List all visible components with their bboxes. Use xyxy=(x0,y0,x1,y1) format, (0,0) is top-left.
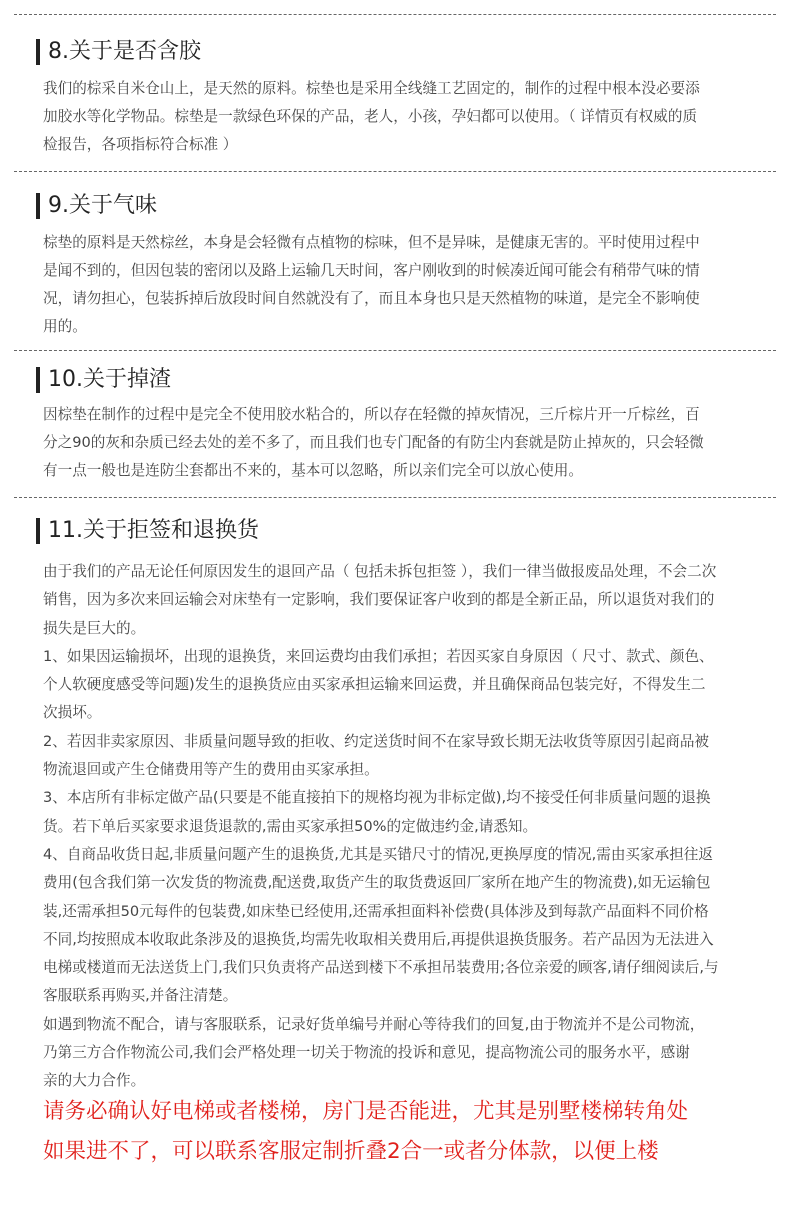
text-line: 检报告，各项指标符合标准 ） xyxy=(43,136,238,153)
section-title: 9.关于气味 xyxy=(48,193,157,218)
divider xyxy=(14,171,776,172)
text-line: 不同,均按照成本收取此条涉及的退换货,均需先收取相关费用后,再提供退换货服务。若产品因为无法进入 xyxy=(43,930,714,948)
text-line: 费用(包含我们第一次发货的物流费,配送费,取货产生的取货费返回厂家所在地产生的物流费),如无运输包 xyxy=(43,874,711,892)
text-line: 用的。 xyxy=(43,318,87,335)
section-body xyxy=(43,558,773,1096)
text-line: 个人软硬度感受等问题)发生的退换货应由买家承担运输来回运费，并且确保商品包装完好，不得发生二 xyxy=(43,676,706,694)
text-line: 分之90的灰和杂质已经去处的差不多了，而且我们也专门配备的有防尘内套就是防止掉灰的，只会轻微 xyxy=(43,434,704,451)
heading-bar xyxy=(36,39,40,65)
text-line: 亲的大力合作。 xyxy=(43,1072,146,1090)
text-line: 客服联系再购买,并备注清楚。 xyxy=(43,987,238,1005)
section-body xyxy=(43,401,773,485)
section-heading xyxy=(36,39,201,65)
notice-line: 请务必确认好电梯或者楼梯，房门是否能进，尤其是别墅楼梯转角处 xyxy=(43,1099,689,1124)
heading-bar xyxy=(36,193,40,219)
text-line: 是闻不到的，但因包装的密闭以及路上运输几天时间，客户刚收到的时候凑近闻可能会有稍带气味的情 xyxy=(43,262,700,279)
text-line: 物流退回或产生仓储费用等产生的费用由买家承担。 xyxy=(43,761,379,779)
text-line: 棕垫的原料是天然棕丝，本身是会轻微有点植物的棕味，但不是异味，是健康无害的。平时使用过程中 xyxy=(43,234,700,251)
notice-line: 如果进不了，可以联系客服定制折叠2合一或者分体款，以便上楼 xyxy=(43,1139,659,1164)
divider xyxy=(14,350,776,351)
text-line: 我们的棕采自米仓山上，是天然的原料。棕垫也是采用全线缝工艺固定的，制作的过程中根本没必要添 xyxy=(43,80,700,97)
section-title: 10.关于掉渣 xyxy=(48,367,171,392)
section-title: 8.关于是否含胶 xyxy=(48,39,201,64)
heading-bar xyxy=(36,518,40,544)
text-line: 3、本店所有非标定做产品(只要是不能直接拍下的规格均视为非标定做),均不接受任何非质量问题的退换 xyxy=(43,789,711,807)
text-line: 况，请勿担心，包装拆掉后放段时间自然就没有了，而且本身也只是天然植物的味道，是完全不影响使 xyxy=(43,290,700,307)
section-heading xyxy=(36,367,171,393)
text-line: 有一点一般也是连防尘套都出不来的，基本可以忽略，所以亲们完全可以放心使用。 xyxy=(43,462,583,479)
text-line: 如遇到物流不配合，请与客服联系，记录好货单编号并耐心等待我们的回复,由于物流并不是公司物流， xyxy=(43,1015,705,1033)
text-line: 加胶水等化学物品。棕垫是一款绿色环保的产品，老人，小孩，孕妇都可以使用。（ 详情页有权威的质 xyxy=(43,108,698,125)
text-line: 2、若因非卖家原因、非质量问题导致的拒收、约定送货时间不在家导致长期无法收货等原因引起商品被 xyxy=(43,732,710,750)
text-line: 1、如果因运输损坏，出现的退换货，来回运费均由我们承担；若因买家自身原因（ 尺寸、款式、颜色、 xyxy=(43,647,714,665)
text-line: 次损坏。 xyxy=(43,704,102,722)
text-line: 4、自商品收货日起,非质量问题产生的退换货,尤其是买错尺寸的情况,更换厚度的情况,需由买家承担往返 xyxy=(43,845,713,863)
divider xyxy=(14,14,776,15)
text-line: 因棕垫在制作的过程中是完全不使用胶水粘合的，所以存在轻微的掉灰情况，三斤棕片开一斤棕丝，百 xyxy=(43,406,700,423)
section-body xyxy=(43,229,773,341)
text-line: 损失是巨大的。 xyxy=(43,619,146,637)
section-heading xyxy=(36,193,157,219)
text-line: 由于我们的产品无论任何原因发生的退回产品（ 包括未拆包拒签 ），我们一律当做报废品处理，不会二次 xyxy=(43,563,717,580)
section-heading xyxy=(36,518,259,544)
text-line: 销售，因为多次来回运输会对床垫有一定影响，我们要保证客户收到的都是全新正品，所以退货对我们的 xyxy=(43,591,715,609)
text-line: 货。若下单后买家要求退货退款的,需由买家承担50%的定做违约金,请悉知。 xyxy=(43,817,538,835)
text-line: 电梯或楼道而无法送货上门,我们只负责将产品送到楼下不承担吊装费用;各位亲爱的顾客,请仔细阅读后,与 xyxy=(43,959,719,977)
heading-bar xyxy=(36,367,40,393)
section-title: 11.关于拒签和退换货 xyxy=(48,518,259,543)
text-line: 乃第三方合作物流公司,我们会严格处理一切关于物流的投诉和意见，提高物流公司的服务水平，感谢 xyxy=(43,1044,690,1062)
section-body xyxy=(43,75,773,159)
text-line: 装,还需承担50元每件的包装费,如床垫已经使用,还需承担面料补偿费(具体涉及到每款产品面料不同价格 xyxy=(43,902,709,920)
divider xyxy=(14,497,776,498)
